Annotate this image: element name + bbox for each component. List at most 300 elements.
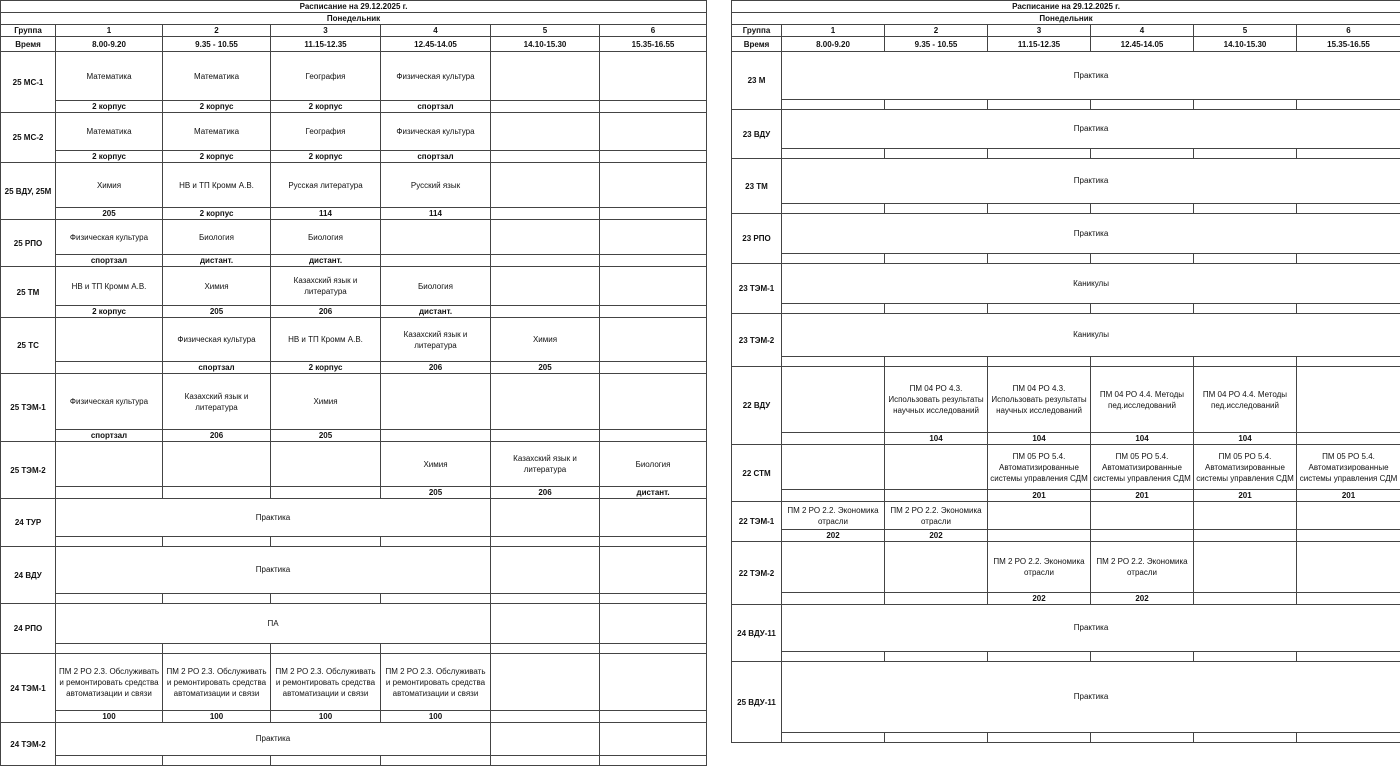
room-cell bbox=[56, 536, 163, 546]
room-cell bbox=[491, 101, 600, 113]
room-cell bbox=[1297, 99, 1400, 109]
room-cell: 2 корпус bbox=[56, 306, 163, 318]
subject-cell bbox=[600, 374, 707, 430]
subject-cell bbox=[1194, 542, 1297, 593]
subject-cell bbox=[491, 220, 600, 255]
room-cell bbox=[1091, 651, 1194, 661]
group-name: 23 ТЭМ-1 bbox=[732, 264, 782, 314]
room-row bbox=[732, 651, 1400, 661]
pair-number: 1 bbox=[782, 25, 885, 37]
room-cell bbox=[1194, 99, 1297, 109]
room-cell bbox=[491, 593, 600, 603]
group-row bbox=[732, 662, 1400, 733]
time-column-header: Время bbox=[732, 37, 782, 52]
group-row bbox=[1, 113, 707, 151]
group-row bbox=[1, 163, 707, 208]
room-cell bbox=[491, 151, 600, 163]
room-cell bbox=[600, 306, 707, 318]
time-slot: 8.00-9.20 bbox=[56, 37, 163, 52]
subject-cell: Химия bbox=[163, 267, 271, 306]
subject-cell: Физическая культура bbox=[56, 220, 163, 255]
room-cell bbox=[1091, 303, 1194, 313]
room-cell: 205 bbox=[271, 430, 381, 442]
group-name: 24 ТЭМ-1 bbox=[1, 654, 56, 723]
group-row bbox=[732, 110, 1400, 149]
room-cell bbox=[56, 755, 163, 765]
subject-cell: Химия bbox=[381, 442, 491, 487]
room-row bbox=[732, 732, 1400, 742]
subject-cell bbox=[885, 445, 988, 490]
room-cell bbox=[885, 732, 988, 742]
room-cell bbox=[600, 208, 707, 220]
pair-number: 5 bbox=[491, 25, 600, 37]
empty-cell bbox=[491, 499, 600, 537]
group-name: 24 ТЭМ-2 bbox=[1, 723, 56, 766]
subject-cell: Русский язык bbox=[381, 163, 491, 208]
time-slot: 12.45-14.05 bbox=[1091, 37, 1194, 52]
room-cell bbox=[1091, 732, 1194, 742]
room-cell bbox=[1091, 356, 1194, 366]
room-cell bbox=[1091, 148, 1194, 158]
room-cell: 202 bbox=[1091, 593, 1194, 605]
room-row bbox=[732, 203, 1400, 213]
subject-cell bbox=[600, 267, 707, 306]
subject-cell: Русская литература bbox=[271, 163, 381, 208]
merged-activity: Практика bbox=[782, 52, 1400, 100]
pair-number: 4 bbox=[1091, 25, 1194, 37]
room-cell bbox=[1091, 530, 1194, 542]
subject-cell bbox=[600, 654, 707, 711]
room-cell bbox=[600, 755, 707, 765]
subject-cell bbox=[600, 318, 707, 362]
room-cell bbox=[885, 203, 988, 213]
subject-cell: ПМ 2 РО 2.3. Обслуживать и ремонтировать средства автоматизации и связи bbox=[163, 654, 271, 711]
group-name: 23 РПО bbox=[732, 214, 782, 264]
merged-activity: Практика bbox=[56, 547, 491, 594]
room-cell bbox=[1297, 356, 1400, 366]
room-cell bbox=[782, 148, 885, 158]
room-cell bbox=[988, 732, 1091, 742]
subject-cell: НВ и ТП Кромм А.В. bbox=[271, 318, 381, 362]
pair-number: 6 bbox=[1297, 25, 1400, 37]
subject-cell bbox=[491, 52, 600, 101]
group-row bbox=[732, 264, 1400, 304]
group-name: 25 ВДУ, 25М bbox=[1, 163, 56, 220]
subject-cell: Математика bbox=[56, 113, 163, 151]
room-cell: 201 bbox=[1091, 490, 1194, 502]
room-cell bbox=[381, 593, 491, 603]
group-name: 24 ВДУ bbox=[1, 547, 56, 604]
pair-number: 4 bbox=[381, 25, 491, 37]
room-cell: 205 bbox=[381, 487, 491, 499]
room-cell bbox=[381, 430, 491, 442]
room-cell bbox=[1194, 530, 1297, 542]
subject-cell: Математика bbox=[163, 113, 271, 151]
room-cell bbox=[782, 253, 885, 263]
subject-cell: ПМ 2 РО 2.3. Обслуживать и ремонтировать средства автоматизации и связи bbox=[56, 654, 163, 711]
group-name: 25 ВДУ-11 bbox=[732, 662, 782, 743]
room-row bbox=[732, 593, 1400, 605]
subject-cell: Биология bbox=[271, 220, 381, 255]
room-cell bbox=[1091, 253, 1194, 263]
room-cell bbox=[271, 593, 381, 603]
room-cell: 104 bbox=[1091, 433, 1194, 445]
room-cell bbox=[1194, 203, 1297, 213]
group-row bbox=[1, 723, 707, 756]
room-cell bbox=[491, 255, 600, 267]
room-cell: 206 bbox=[381, 362, 491, 374]
group-name: 22 СТМ bbox=[732, 445, 782, 502]
room-cell bbox=[885, 651, 988, 661]
pair-number: 2 bbox=[885, 25, 988, 37]
day-label: Понедельник bbox=[732, 13, 1400, 25]
room-cell bbox=[271, 643, 381, 653]
room-cell: 206 bbox=[491, 487, 600, 499]
room-row bbox=[1, 643, 707, 653]
room-cell: 205 bbox=[163, 306, 271, 318]
room-cell bbox=[885, 303, 988, 313]
schedule-title: Расписание на 29.12.2025 г. bbox=[732, 1, 1400, 13]
time-slot: 9.35 - 10.55 bbox=[885, 37, 988, 52]
pair-number: 5 bbox=[1194, 25, 1297, 37]
time-slot: 15.35-16.55 bbox=[600, 37, 707, 52]
room-cell bbox=[1194, 148, 1297, 158]
room-cell: дистант. bbox=[600, 487, 707, 499]
room-cell bbox=[1194, 651, 1297, 661]
room-cell bbox=[1297, 303, 1400, 313]
time-slot: 15.35-16.55 bbox=[1297, 37, 1400, 52]
room-cell: 104 bbox=[988, 433, 1091, 445]
subject-cell bbox=[782, 445, 885, 490]
room-cell bbox=[271, 487, 381, 499]
day-label: Понедельник bbox=[1, 13, 707, 25]
subject-cell: Физическая культура bbox=[56, 374, 163, 430]
room-cell bbox=[885, 356, 988, 366]
room-cell bbox=[782, 490, 885, 502]
subject-cell: Физическая культура bbox=[163, 318, 271, 362]
subject-cell bbox=[782, 367, 885, 433]
empty-cell bbox=[491, 604, 600, 644]
room-cell bbox=[988, 530, 1091, 542]
time-slot: 14.10-15.30 bbox=[1194, 37, 1297, 52]
group-row bbox=[732, 214, 1400, 254]
room-cell: спортзал bbox=[381, 151, 491, 163]
time-column-header: Время bbox=[1, 37, 56, 52]
group-row bbox=[1, 499, 707, 537]
subject-cell: Химия bbox=[491, 318, 600, 362]
group-name: 25 ТС bbox=[1, 318, 56, 374]
empty-cell bbox=[600, 499, 707, 537]
room-cell: спортзал bbox=[381, 101, 491, 113]
room-row bbox=[732, 253, 1400, 263]
room-cell bbox=[600, 101, 707, 113]
group-row bbox=[1, 220, 707, 255]
room-row bbox=[1, 711, 707, 723]
room-cell: 206 bbox=[163, 430, 271, 442]
room-cell bbox=[782, 99, 885, 109]
subject-cell bbox=[56, 442, 163, 487]
empty-cell bbox=[600, 547, 707, 594]
room-row bbox=[732, 530, 1400, 542]
group-row bbox=[732, 314, 1400, 357]
group-name: 23 ТЭМ-2 bbox=[732, 314, 782, 367]
room-cell bbox=[271, 755, 381, 765]
room-cell bbox=[988, 303, 1091, 313]
room-cell bbox=[1297, 530, 1400, 542]
group-name: 25 ТМ bbox=[1, 267, 56, 318]
group-name: 23 ТМ bbox=[732, 159, 782, 214]
subject-cell: Казахский язык и литература bbox=[271, 267, 381, 306]
subject-cell: ПМ 2 РО 2.2. Экономика отрасли bbox=[1091, 542, 1194, 593]
room-cell: 2 корпус bbox=[163, 208, 271, 220]
subject-cell bbox=[1297, 542, 1400, 593]
group-row bbox=[1, 374, 707, 430]
subject-cell bbox=[381, 220, 491, 255]
subject-cell: Математика bbox=[56, 52, 163, 101]
room-cell bbox=[600, 151, 707, 163]
group-name: 22 ТЭМ-2 bbox=[732, 542, 782, 605]
group-name: 22 ВДУ bbox=[732, 367, 782, 445]
room-cell: 2 корпус bbox=[163, 101, 271, 113]
subject-cell bbox=[782, 542, 885, 593]
merged-activity: ПА bbox=[56, 604, 491, 644]
subject-cell: ПМ 04 РО 4.4. Методы пед.исследований bbox=[1091, 367, 1194, 433]
group-name: 25 ТЭМ-2 bbox=[1, 442, 56, 499]
group-name: 25 МС-1 bbox=[1, 52, 56, 113]
group-row bbox=[1, 442, 707, 487]
schedule-right-panel bbox=[731, 0, 1400, 743]
room-cell bbox=[163, 487, 271, 499]
room-cell bbox=[491, 536, 600, 546]
group-row bbox=[1, 318, 707, 362]
room-cell: 202 bbox=[782, 530, 885, 542]
subject-cell: Биология bbox=[381, 267, 491, 306]
subject-cell bbox=[600, 220, 707, 255]
subject-cell: ПМ 2 РО 2.2. Экономика отрасли bbox=[885, 502, 988, 530]
time-slot: 9.35 - 10.55 bbox=[163, 37, 271, 52]
group-row bbox=[732, 52, 1400, 100]
room-row bbox=[1, 362, 707, 374]
room-row bbox=[1, 430, 707, 442]
room-cell bbox=[1194, 303, 1297, 313]
group-row bbox=[732, 367, 1400, 433]
subject-cell: Физическая культура bbox=[381, 113, 491, 151]
subject-cell: География bbox=[271, 113, 381, 151]
schedule-title: Расписание на 29.12.2025 г. bbox=[1, 1, 707, 13]
group-row bbox=[1, 654, 707, 711]
subject-cell bbox=[491, 163, 600, 208]
group-row bbox=[732, 542, 1400, 593]
room-cell bbox=[381, 255, 491, 267]
room-cell bbox=[1297, 203, 1400, 213]
room-row bbox=[1, 487, 707, 499]
room-row bbox=[1, 255, 707, 267]
room-cell bbox=[600, 643, 707, 653]
room-cell: дистант. bbox=[381, 306, 491, 318]
room-cell bbox=[1091, 203, 1194, 213]
room-cell bbox=[600, 711, 707, 723]
empty-cell bbox=[491, 547, 600, 594]
room-row bbox=[1, 755, 707, 765]
room-row bbox=[1, 593, 707, 603]
subject-cell: ПМ 2 РО 2.2. Экономика отрасли bbox=[988, 542, 1091, 593]
subject-cell: ПМ 05 РО 5.4. Автоматизированные системы управления СДМ bbox=[1297, 445, 1400, 490]
room-cell bbox=[885, 148, 988, 158]
room-cell bbox=[600, 362, 707, 374]
group-row bbox=[732, 445, 1400, 490]
pair-number: 2 bbox=[163, 25, 271, 37]
room-cell bbox=[1194, 253, 1297, 263]
room-cell bbox=[988, 203, 1091, 213]
room-cell: 201 bbox=[1194, 490, 1297, 502]
merged-activity: Каникулы bbox=[782, 264, 1400, 304]
room-cell bbox=[1297, 433, 1400, 445]
room-cell bbox=[885, 253, 988, 263]
merged-activity: Практика bbox=[782, 662, 1400, 733]
subject-cell: География bbox=[271, 52, 381, 101]
group-name: 25 РПО bbox=[1, 220, 56, 267]
room-cell bbox=[163, 593, 271, 603]
room-row bbox=[732, 490, 1400, 502]
subject-cell bbox=[1297, 367, 1400, 433]
room-cell: спортзал bbox=[56, 255, 163, 267]
subject-cell: ПМ 2 РО 2.2. Экономика отрасли bbox=[782, 502, 885, 530]
room-cell: 206 bbox=[271, 306, 381, 318]
room-cell bbox=[491, 208, 600, 220]
room-cell bbox=[163, 643, 271, 653]
room-cell bbox=[782, 433, 885, 445]
room-cell: 205 bbox=[491, 362, 600, 374]
subject-cell bbox=[1297, 502, 1400, 530]
room-cell: спортзал bbox=[163, 362, 271, 374]
subject-cell: ПМ 04 РО 4.3. Использовать результаты научных исследований bbox=[885, 367, 988, 433]
room-cell: спортзал bbox=[56, 430, 163, 442]
room-cell bbox=[988, 253, 1091, 263]
subject-cell: НВ и ТП Кромм А.В. bbox=[163, 163, 271, 208]
subject-cell: ПМ 05 РО 5.4. Автоматизированные системы управления СДМ bbox=[988, 445, 1091, 490]
subject-cell: Физическая культура bbox=[381, 52, 491, 101]
group-row bbox=[1, 547, 707, 594]
room-cell: 2 корпус bbox=[271, 101, 381, 113]
room-row bbox=[1, 536, 707, 546]
room-row bbox=[732, 99, 1400, 109]
subject-cell bbox=[491, 374, 600, 430]
pair-number: 1 bbox=[56, 25, 163, 37]
room-cell: 100 bbox=[271, 711, 381, 723]
room-cell: 205 bbox=[56, 208, 163, 220]
room-cell bbox=[885, 593, 988, 605]
time-slot: 11.15-12.35 bbox=[988, 37, 1091, 52]
subject-cell bbox=[271, 442, 381, 487]
subject-cell bbox=[1091, 502, 1194, 530]
subject-cell bbox=[600, 52, 707, 101]
room-cell: 202 bbox=[885, 530, 988, 542]
time-slot: 11.15-12.35 bbox=[271, 37, 381, 52]
room-cell: дистант. bbox=[163, 255, 271, 267]
room-cell: 100 bbox=[56, 711, 163, 723]
room-cell bbox=[782, 593, 885, 605]
subject-cell: Казахский язык и литература bbox=[381, 318, 491, 362]
pair-number: 6 bbox=[600, 25, 707, 37]
room-cell bbox=[491, 711, 600, 723]
room-row bbox=[732, 303, 1400, 313]
subject-cell bbox=[491, 267, 600, 306]
subject-cell: Биология bbox=[163, 220, 271, 255]
room-row bbox=[732, 356, 1400, 366]
subject-cell bbox=[163, 442, 271, 487]
group-name: 24 ВДУ-11 bbox=[732, 605, 782, 662]
room-cell bbox=[1194, 732, 1297, 742]
subject-cell: Казахский язык и литература bbox=[491, 442, 600, 487]
subject-cell: ПМ 2 РО 2.3. Обслуживать и ремонтировать средства автоматизации и связи bbox=[271, 654, 381, 711]
subject-cell bbox=[491, 113, 600, 151]
room-cell bbox=[988, 148, 1091, 158]
subject-cell: НВ и ТП Кромм А.В. bbox=[56, 267, 163, 306]
group-column-header: Группа bbox=[732, 25, 782, 37]
merged-activity: Практика bbox=[56, 499, 491, 537]
pair-number: 3 bbox=[271, 25, 381, 37]
room-cell: 114 bbox=[271, 208, 381, 220]
room-row bbox=[732, 433, 1400, 445]
subject-cell bbox=[988, 502, 1091, 530]
room-cell bbox=[56, 487, 163, 499]
room-cell: дистант. bbox=[271, 255, 381, 267]
room-cell bbox=[885, 490, 988, 502]
subject-cell bbox=[381, 374, 491, 430]
room-cell bbox=[988, 651, 1091, 661]
room-cell bbox=[1297, 651, 1400, 661]
merged-activity: Каникулы bbox=[782, 314, 1400, 357]
room-cell: 104 bbox=[1194, 433, 1297, 445]
time-slot: 8.00-9.20 bbox=[782, 37, 885, 52]
room-cell bbox=[1194, 356, 1297, 366]
room-cell: 2 корпус bbox=[56, 101, 163, 113]
group-name: 24 РПО bbox=[1, 604, 56, 654]
group-name: 25 МС-2 bbox=[1, 113, 56, 163]
subject-cell: Химия bbox=[271, 374, 381, 430]
group-name: 23 М bbox=[732, 52, 782, 110]
group-row bbox=[732, 605, 1400, 652]
room-cell bbox=[381, 643, 491, 653]
group-name: 25 ТЭМ-1 bbox=[1, 374, 56, 442]
room-cell: 2 корпус bbox=[56, 151, 163, 163]
merged-activity: Практика bbox=[782, 214, 1400, 254]
room-cell bbox=[782, 203, 885, 213]
room-row bbox=[732, 148, 1400, 158]
room-row bbox=[1, 306, 707, 318]
group-name: 24 ТУР bbox=[1, 499, 56, 547]
room-cell bbox=[782, 303, 885, 313]
room-cell bbox=[163, 755, 271, 765]
room-cell: 104 bbox=[885, 433, 988, 445]
group-row bbox=[1, 52, 707, 101]
room-cell bbox=[491, 306, 600, 318]
subject-cell bbox=[600, 113, 707, 151]
merged-activity: Практика bbox=[782, 159, 1400, 204]
subject-cell: Биология bbox=[600, 442, 707, 487]
room-cell bbox=[491, 430, 600, 442]
merged-activity: Практика bbox=[56, 723, 491, 756]
room-cell bbox=[271, 536, 381, 546]
room-cell bbox=[988, 99, 1091, 109]
room-row bbox=[1, 208, 707, 220]
room-cell bbox=[1194, 593, 1297, 605]
subject-cell: Математика bbox=[163, 52, 271, 101]
time-slot: 12.45-14.05 bbox=[381, 37, 491, 52]
room-cell bbox=[491, 755, 600, 765]
subject-cell: ПМ 05 РО 5.4. Автоматизированные системы управления СДМ bbox=[1091, 445, 1194, 490]
room-row bbox=[1, 101, 707, 113]
